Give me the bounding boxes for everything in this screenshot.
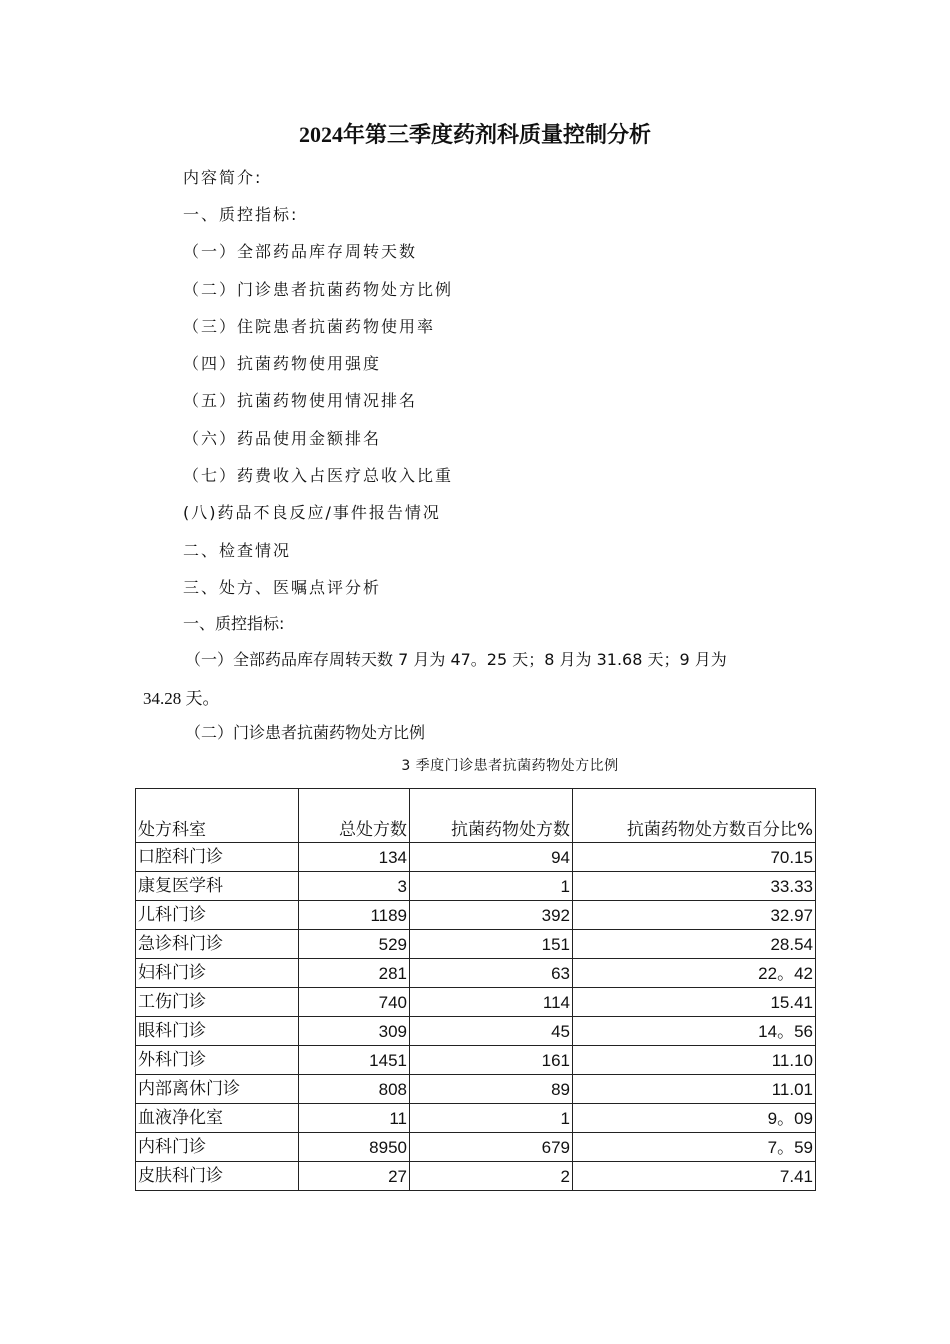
table-row [136,1046,816,1075]
cell-total: 3 [299,872,410,901]
cell-percent: 33.33 [573,872,816,901]
table-row [136,1075,816,1104]
cell-percent: 28.54 [573,930,816,959]
toc-line: （二）门诊患者抗菌药物处方比例 [183,280,454,299]
cell-department: 外科门诊 [136,1046,299,1075]
toc-line: （七）药费收入占医疗总收入比重 [183,466,454,485]
cell-percent: 7。59 [573,1133,816,1162]
table-row [136,930,816,959]
cell-department: 内部离休门诊 [136,1075,299,1104]
section-heading: 一、质控指标: [183,614,285,633]
paragraph-line: 34.28 天。 [143,689,220,708]
table-row [136,872,816,901]
cell-total: 134 [299,843,410,872]
toc-line: 二、检查情况 [183,541,292,560]
toc-line: 一、质控指标: [183,205,299,224]
cell-total: 8950 [299,1133,410,1162]
toc-line: （五）抗菌药物使用情况排名 [183,391,418,410]
table-row [136,1104,816,1133]
cell-percent: 22。42 [573,959,816,988]
cell-total: 281 [299,959,410,988]
cell-department: 儿科门诊 [136,901,299,930]
cell-department: 眼科门诊 [136,1017,299,1046]
document-title: 2024年第三季度药剂科质量控制分析 [298,122,651,147]
cell-total: 309 [299,1017,410,1046]
cell-department: 口腔科门诊 [136,843,299,872]
table-row [136,901,816,930]
cell-antibiotic: 679 [410,1133,573,1162]
toc-line: 内容简介: [183,168,263,187]
cell-percent: 7.41 [573,1162,816,1191]
toc-line: （三）住院患者抗菌药物使用率 [183,317,436,336]
table-header-row [136,789,816,843]
header-antibiotic: 抗菌药物处方数 [410,789,573,843]
cell-total: 740 [299,988,410,1017]
toc-line: 三、处方、医嘱点评分析 [183,578,382,597]
table-row [136,1017,816,1046]
cell-department: 康复医学科 [136,872,299,901]
header-department: 处方科室 [136,789,299,843]
toc-line: （四）抗菌药物使用强度 [183,354,382,373]
cell-department: 血液净化室 [136,1104,299,1133]
cell-antibiotic: 161 [410,1046,573,1075]
cell-department: 工伤门诊 [136,988,299,1017]
cell-antibiotic: 114 [410,988,573,1017]
cell-percent: 32.97 [573,901,816,930]
cell-antibiotic: 1 [410,1104,573,1133]
prescription-table [135,788,816,1191]
cell-percent: 15.41 [573,988,816,1017]
cell-antibiotic: 45 [410,1017,573,1046]
cell-percent: 11.10 [573,1046,816,1075]
cell-antibiotic: 1 [410,872,573,901]
cell-percent: 9。09 [573,1104,816,1133]
cell-department: 急诊科门诊 [136,930,299,959]
cell-total: 11 [299,1104,410,1133]
cell-department: 妇科门诊 [136,959,299,988]
toc-line: （六）药品使用金额排名 [183,429,382,448]
table-row [136,1162,816,1191]
cell-antibiotic: 94 [410,843,573,872]
toc-line: (八)药品不良反应/事件报告情况 [183,503,441,522]
cell-department: 内科门诊 [136,1133,299,1162]
cell-antibiotic: 63 [410,959,573,988]
cell-total: 1189 [299,901,410,930]
table-row [136,1133,816,1162]
cell-percent: 11.01 [573,1075,816,1104]
cell-antibiotic: 392 [410,901,573,930]
cell-antibiotic: 2 [410,1162,573,1191]
cell-antibiotic: 89 [410,1075,573,1104]
cell-percent: 70.15 [573,843,816,872]
cell-total: 808 [299,1075,410,1104]
paragraph-line: （一）全部药品库存周转天数 7 月为 47。25 天；8 月为 31.68 天；9 月为 [185,650,727,669]
table-caption: 3 季度门诊患者抗菌药物处方比例 [401,758,619,774]
cell-department: 皮肤科门诊 [136,1162,299,1191]
table-row [136,988,816,1017]
cell-antibiotic: 151 [410,930,573,959]
cell-total: 529 [299,930,410,959]
header-percent: 抗菌药物处方数百分比% [573,789,816,843]
paragraph-line: （二）门诊患者抗菌药物处方比例 [185,723,426,742]
cell-percent: 14。56 [573,1017,816,1046]
table-row [136,843,816,872]
toc-line: （一）全部药品库存周转天数 [183,242,418,261]
cell-total: 27 [299,1162,410,1191]
table-row [136,959,816,988]
header-total: 总处方数 [299,789,410,843]
cell-total: 1451 [299,1046,410,1075]
